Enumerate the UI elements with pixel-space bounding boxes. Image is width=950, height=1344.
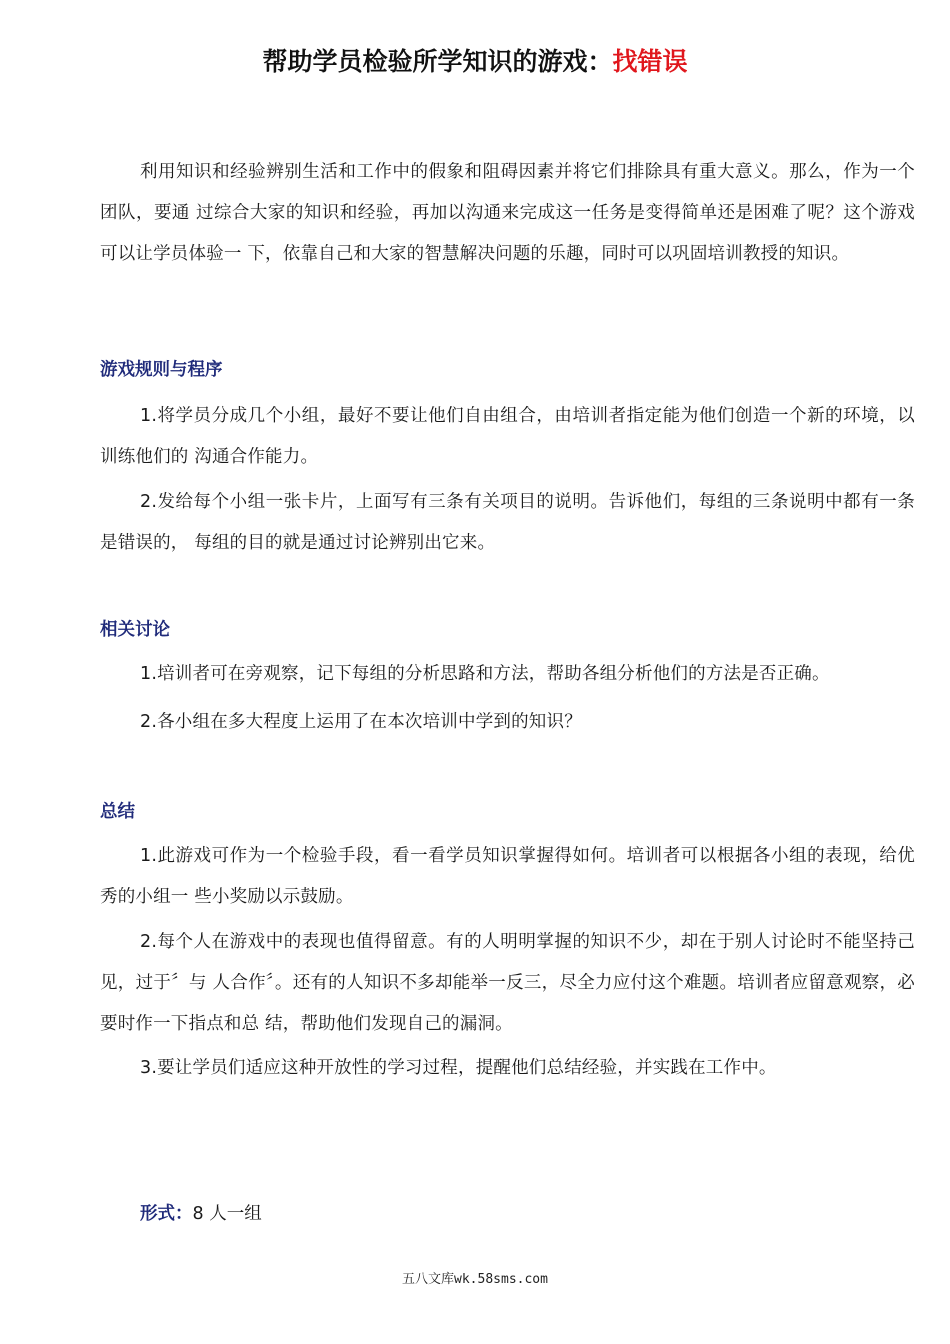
summary-item-3: 3.要让学员们适应这种开放性的学习过程，提醒他们总结经验，并实践在工作中。 — [140, 1058, 777, 1078]
rules-item-2: 2.发给每个小组一张卡片，上面写有三条有关项目的说明。告诉他们，每组的三条说明中都有一条是错误的， 每组的目的就是通过讨论辨别出它来。 — [100, 492, 915, 553]
title-accent: 找错误 — [612, 47, 688, 76]
format-label: 形式： — [140, 1204, 193, 1224]
summary-item-2: 2.每个人在游戏中的表现也值得留意。有的人明明掌握的知识不少，却在于别人讨论时不能坚持己见，过于〞与 人合作〞。还有的人知识不多却能举一反三，尽全力应付这个难题。培训者应留意观察，必要时作一下指点和总 结，帮助他们发现自己的漏洞。 — [100, 932, 915, 1034]
section-heading-rules: 游戏规则与程序 — [100, 360, 223, 380]
section-heading-discussion: 相关讨论 — [100, 620, 170, 640]
summary-item-1: 1.此游戏可作为一个检验手段，看一看学员知识掌握得如何。培训者可以根据各小组的表现，给优秀的小组一 些小奖励以示鼓励。 — [100, 846, 915, 907]
footer-watermark: 五八文库wk.58sms.com — [402, 1272, 548, 1287]
title-main: 帮助学员检验所学知识的游戏： — [262, 47, 613, 76]
format-line — [140, 1200, 262, 1225]
page-title — [0, 42, 950, 78]
intro-paragraph: 利用知识和经验辨别生活和工作中的假象和阻碍因素并将它们排除具有重大意义。那么，作为一个团队，要通 过综合大家的知识和经验，再加以沟通来完成这一任务是变得简单还是困难了呢？这个游戏可以让学员体验一 下，依靠自己和大家的智慧解决问题的乐趣，同时可以巩固培训教授的知识。 — [100, 162, 915, 264]
section-heading-summary: 总结 — [100, 802, 135, 822]
discussion-item-2: 2.各小组在多大程度上运用了在本次培训中学到的知识？ — [140, 712, 582, 732]
discussion-item-1: 1.培训者可在旁观察，记下每组的分析思路和方法，帮助各组分析他们的方法是否正确。 — [140, 664, 830, 684]
rules-item-1: 1.将学员分成几个小组，最好不要让他们自由组合，由培训者指定能为他们创造一个新的环境，以训练他们的 沟通合作能力。 — [100, 406, 915, 467]
format-value: 8 人一组 — [192, 1204, 262, 1224]
